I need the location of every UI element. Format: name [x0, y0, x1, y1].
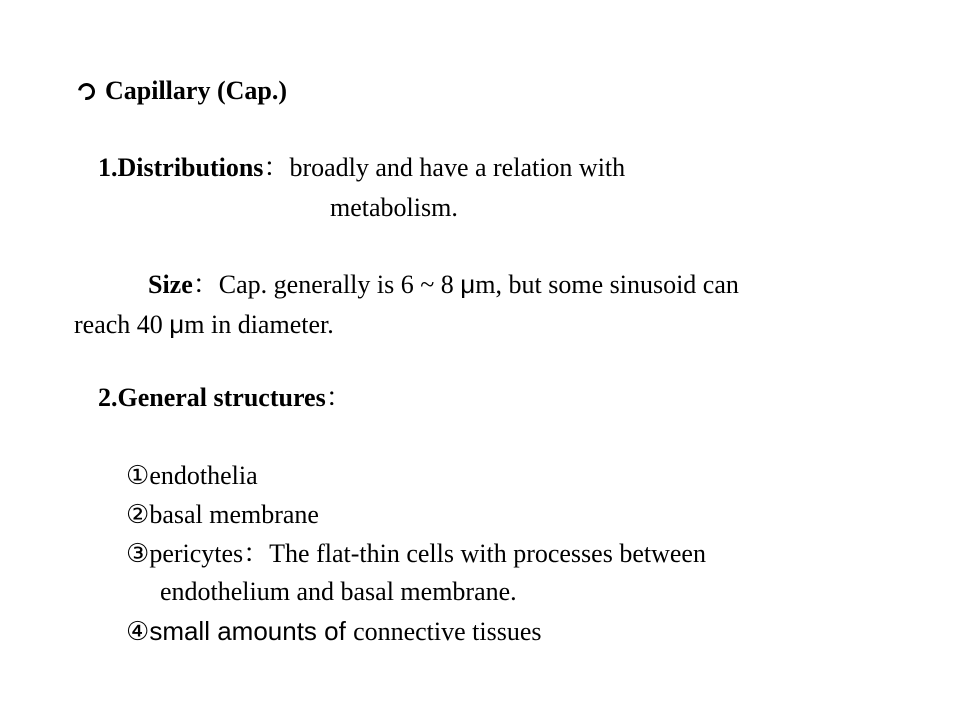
- list-item-continuation: [160, 579, 517, 605]
- size-line2-a: reach 40: [74, 310, 170, 339]
- list-item: [126, 462, 258, 489]
- distributions-line-2: [330, 195, 458, 221]
- size-text-a: Cap. generally is 6 ~ 8: [218, 270, 461, 299]
- slide-title: [78, 78, 287, 104]
- title-text: Capillary (Cap.): [105, 76, 287, 105]
- size-line-1: [148, 271, 739, 298]
- list-item: [126, 618, 542, 645]
- item-marker: ③: [126, 538, 150, 568]
- item-text: pericytes：The flat-thin cells with processes between: [149, 539, 706, 568]
- distributions-separator: ：: [263, 153, 290, 182]
- item-marker: ①: [126, 460, 150, 490]
- general-structures-line: [98, 385, 352, 411]
- distributions-heading: 1.Distributions: [98, 153, 264, 182]
- item-marker: ②: [126, 499, 150, 529]
- item-text: connective tissues: [353, 617, 542, 646]
- item-text: endothelia: [149, 461, 258, 490]
- distributions-text-1: broadly and have a relation with: [289, 153, 626, 182]
- mu-symbol-1: μ: [460, 269, 476, 299]
- item-text-sans: small amounts of: [149, 616, 354, 646]
- mu-symbol-2: μ: [169, 309, 185, 339]
- circle-bullet-icon: [75, 80, 99, 104]
- item-marker: ④: [126, 616, 150, 646]
- size-text-b: m, but some sinusoid can: [475, 270, 739, 299]
- general-heading: 2.General structures: [98, 383, 326, 412]
- list-item: [126, 501, 319, 528]
- item-continuation-text: endothelium and basal membrane.: [160, 577, 517, 606]
- distributions-line-1: [98, 155, 625, 181]
- item-text: basal membrane: [149, 500, 319, 529]
- size-line-2: [74, 311, 334, 338]
- list-item: [126, 540, 706, 567]
- distributions-text-2: metabolism.: [330, 193, 458, 222]
- size-separator: ：: [192, 270, 219, 299]
- size-line2-b: m in diameter.: [184, 310, 334, 339]
- general-separator: ：: [325, 383, 352, 412]
- size-label: Size: [148, 270, 193, 299]
